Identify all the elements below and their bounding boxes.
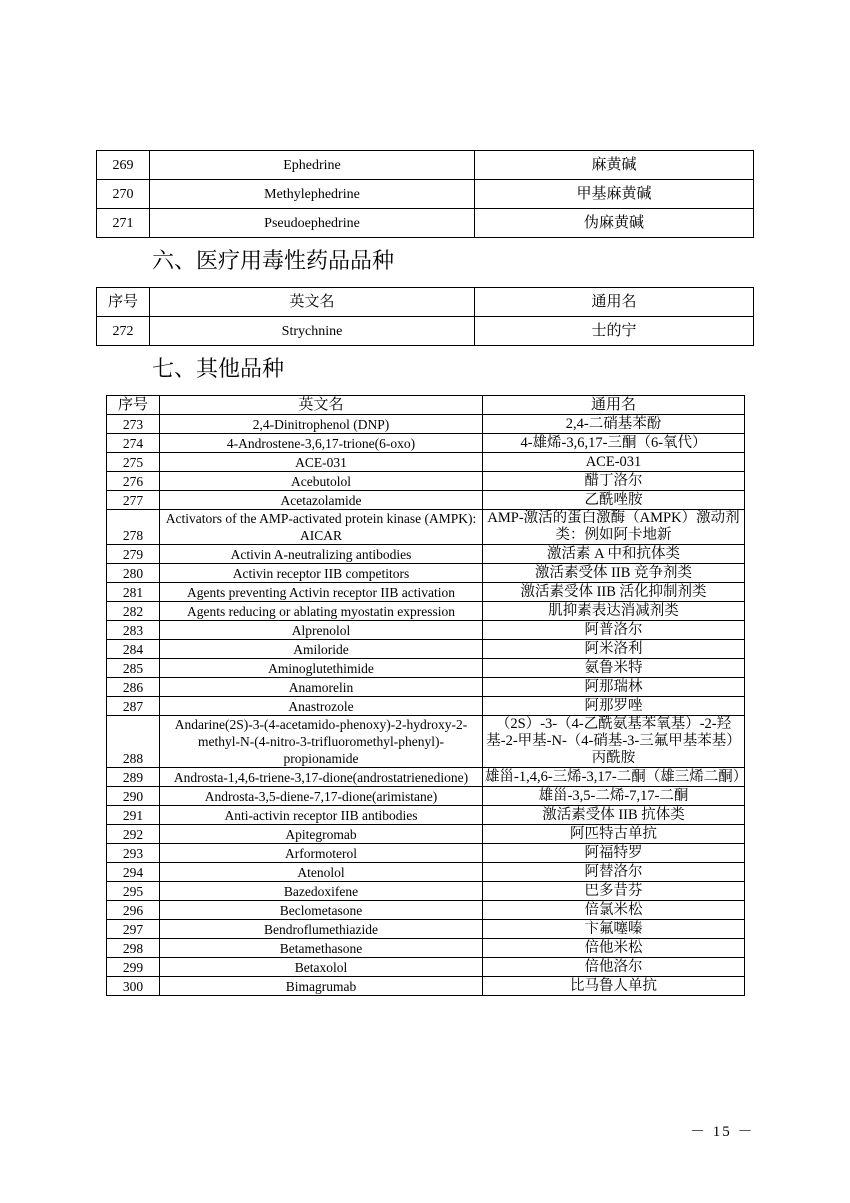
cell-cn: 乙酰唑胺: [483, 491, 745, 510]
cell-en: Bazedoxifene: [160, 882, 483, 901]
cell-num: 299: [107, 958, 160, 977]
cell-num: 272: [97, 317, 150, 346]
section-title-toxic-drugs: 六、医疗用毒性药品品种: [152, 248, 395, 273]
table-row: [107, 697, 745, 716]
cell-en: Androsta-3,5-diene-7,17-dione(arimistane): [160, 787, 483, 806]
table-row: [107, 901, 745, 920]
cell-cn: 卞氟噻嗪: [483, 920, 745, 939]
section-title-other-varieties: 七、其他品种: [152, 356, 285, 381]
cell-cn: 倍他洛尔: [483, 958, 745, 977]
cell-cn: 倍氯米松: [483, 901, 745, 920]
table-row: [107, 768, 745, 787]
table-row: [107, 825, 745, 844]
cell-num: 273: [107, 415, 160, 434]
table-row: [97, 317, 754, 346]
table-row: [107, 415, 745, 434]
cell-num: 281: [107, 583, 160, 602]
cell-cn: 2,4-二硝基苯酚: [483, 415, 745, 434]
table-row: [97, 180, 754, 209]
cell-cn: 巴多昔芬: [483, 882, 745, 901]
cell-en: ACE-031: [160, 453, 483, 472]
cell-num: 283: [107, 621, 160, 640]
header-num: 序号: [97, 288, 150, 317]
cell-cn: 肌抑素表达消减剂类: [483, 602, 745, 621]
cell-en: Alprenolol: [160, 621, 483, 640]
table-row: [107, 882, 745, 901]
cell-en: Activin receptor IIB competitors: [160, 564, 483, 583]
table-row: [107, 939, 745, 958]
cell-en: Agents reducing or ablating myostatin expression: [160, 602, 483, 621]
cell-en: Andarine(2S)-3-(4-acetamido-phenoxy)-2-hydroxy-2-methyl-N-(4-nitro-3-trifluoromethyl-phenyl)-propionamide: [160, 716, 483, 768]
cell-en: Activators of the AMP-activated protein kinase (AMPK): AICAR: [160, 510, 483, 545]
cell-cn: 阿那瑞林: [483, 678, 745, 697]
cell-cn: 雄甾-1,4,6-三烯-3,17-二酮（雄三烯二酮）: [483, 768, 745, 787]
cell-cn: 倍他米松: [483, 939, 745, 958]
cell-en: Agents preventing Activin receptor IIB activation: [160, 583, 483, 602]
cell-cn: ACE-031: [483, 453, 745, 472]
cell-en: Atenolol: [160, 863, 483, 882]
table-row: [97, 151, 754, 180]
cell-cn: 激活素 A 中和抗体类: [483, 545, 745, 564]
cell-num: 291: [107, 806, 160, 825]
table-row: [107, 453, 745, 472]
table-row: [107, 545, 745, 564]
table-toxic-drugs-body: [97, 288, 754, 346]
cell-cn: 4-雄烯-3,6,17-三酮（6-氧代）: [483, 434, 745, 453]
table-row: [107, 434, 745, 453]
cell-num: 276: [107, 472, 160, 491]
table-row: [107, 716, 745, 768]
table-row: [107, 564, 745, 583]
table-row: [107, 583, 745, 602]
cell-num: 277: [107, 491, 160, 510]
cell-num: 289: [107, 768, 160, 787]
cell-en: Strychnine: [150, 317, 475, 346]
table-row: [107, 678, 745, 697]
table-row: [107, 621, 745, 640]
cell-en: Activin A-neutralizing antibodies: [160, 545, 483, 564]
header-en: 英文名: [150, 288, 475, 317]
cell-cn: 雄甾-3,5-二烯-7,17-二酮: [483, 787, 745, 806]
table-header-row: [97, 288, 754, 317]
cell-en: Acebutolol: [160, 472, 483, 491]
table-row: [107, 844, 745, 863]
cell-en: Anti-activin receptor IIB antibodies: [160, 806, 483, 825]
cell-num: 274: [107, 434, 160, 453]
cell-cn: 伪麻黄碱: [475, 209, 754, 238]
table-row: [107, 787, 745, 806]
cell-num: 280: [107, 564, 160, 583]
table-row: [97, 209, 754, 238]
table-row: [107, 602, 745, 621]
cell-num: 287: [107, 697, 160, 716]
table-row: [107, 977, 745, 996]
cell-num: 275: [107, 453, 160, 472]
cell-cn: 阿米洛利: [483, 640, 745, 659]
cell-en: Apitegromab: [160, 825, 483, 844]
cell-en: Anastrozole: [160, 697, 483, 716]
cell-num: 288: [107, 716, 160, 768]
cell-cn: 阿那罗唑: [483, 697, 745, 716]
cell-num: 298: [107, 939, 160, 958]
table-header-row: [107, 396, 745, 415]
table-row: [107, 510, 745, 545]
cell-cn: 阿福特罗: [483, 844, 745, 863]
table-row: [107, 863, 745, 882]
cell-num: 271: [97, 209, 150, 238]
cell-num: 293: [107, 844, 160, 863]
table-other-varieties: [106, 395, 748, 996]
table-row: [107, 958, 745, 977]
cell-cn: 阿匹特古单抗: [483, 825, 745, 844]
cell-en: 2,4-Dinitrophenol (DNP): [160, 415, 483, 434]
cell-cn: （2S）-3-（4-乙酰氨基苯氧基）-2-羟基-2-甲基-N-（4-硝基-3-三氟甲基苯基）丙酰胺: [483, 716, 745, 768]
cell-num: 300: [107, 977, 160, 996]
cell-cn: 士的宁: [475, 317, 754, 346]
cell-en: Aminoglutethimide: [160, 659, 483, 678]
cell-cn: 醋丁洛尔: [483, 472, 745, 491]
table-other-varieties-body: [107, 396, 748, 996]
cell-num: 282: [107, 602, 160, 621]
table-row: [107, 472, 745, 491]
cell-cn: 激活素受体 IIB 竞争剂类: [483, 564, 745, 583]
header-cn: 通用名: [475, 288, 754, 317]
cell-en: Androsta-1,4,6-triene-3,17-dione(androstatrienedione): [160, 768, 483, 787]
table-row: [107, 806, 745, 825]
cell-en: Betamethasone: [160, 939, 483, 958]
cell-cn: 比马鲁人单抗: [483, 977, 745, 996]
cell-num: 297: [107, 920, 160, 939]
cell-cn: 甲基麻黄碱: [475, 180, 754, 209]
cell-num: 278: [107, 510, 160, 545]
cell-num: 279: [107, 545, 160, 564]
cell-cn: 麻黄碱: [475, 151, 754, 180]
cell-en: Anamorelin: [160, 678, 483, 697]
cell-cn: 阿替洛尔: [483, 863, 745, 882]
cell-en: Pseudoephedrine: [150, 209, 475, 238]
cell-num: 296: [107, 901, 160, 920]
header-en: 英文名: [160, 396, 483, 415]
cell-en: Methylephedrine: [150, 180, 475, 209]
cell-en: Ephedrine: [150, 151, 475, 180]
page-number: － 15 －: [690, 1124, 755, 1140]
cell-en: Bendroflumethiazide: [160, 920, 483, 939]
cell-num: 294: [107, 863, 160, 882]
cell-num: 285: [107, 659, 160, 678]
cell-en: 4-Androstene-3,6,17-trione(6-oxo): [160, 434, 483, 453]
header-cn: 通用名: [483, 396, 745, 415]
table-toxic-drugs: [96, 287, 754, 346]
table-continued: [96, 150, 754, 238]
header-num: 序号: [107, 396, 160, 415]
cell-num: 290: [107, 787, 160, 806]
cell-cn: AMP-激活的蛋白激酶（AMPK）激动剂类：例如阿卡地新: [483, 510, 745, 545]
cell-num: 286: [107, 678, 160, 697]
cell-cn: 阿普洛尔: [483, 621, 745, 640]
cell-en: Arformoterol: [160, 844, 483, 863]
cell-num: 292: [107, 825, 160, 844]
cell-en: Betaxolol: [160, 958, 483, 977]
cell-cn: 氨鲁米特: [483, 659, 745, 678]
cell-en: Acetazolamide: [160, 491, 483, 510]
cell-en: Beclometasone: [160, 901, 483, 920]
cell-cn: 激活素受体 IIB 活化抑制剂类: [483, 583, 745, 602]
cell-cn: 激活素受体 IIB 抗体类: [483, 806, 745, 825]
cell-en: Bimagrumab: [160, 977, 483, 996]
table-row: [107, 920, 745, 939]
table-row: [107, 659, 745, 678]
cell-num: 269: [97, 151, 150, 180]
table-row: [107, 491, 745, 510]
cell-en: Amiloride: [160, 640, 483, 659]
table-row: [107, 640, 745, 659]
cell-num: 295: [107, 882, 160, 901]
cell-num: 270: [97, 180, 150, 209]
cell-num: 284: [107, 640, 160, 659]
table-continued-body: [97, 151, 754, 238]
